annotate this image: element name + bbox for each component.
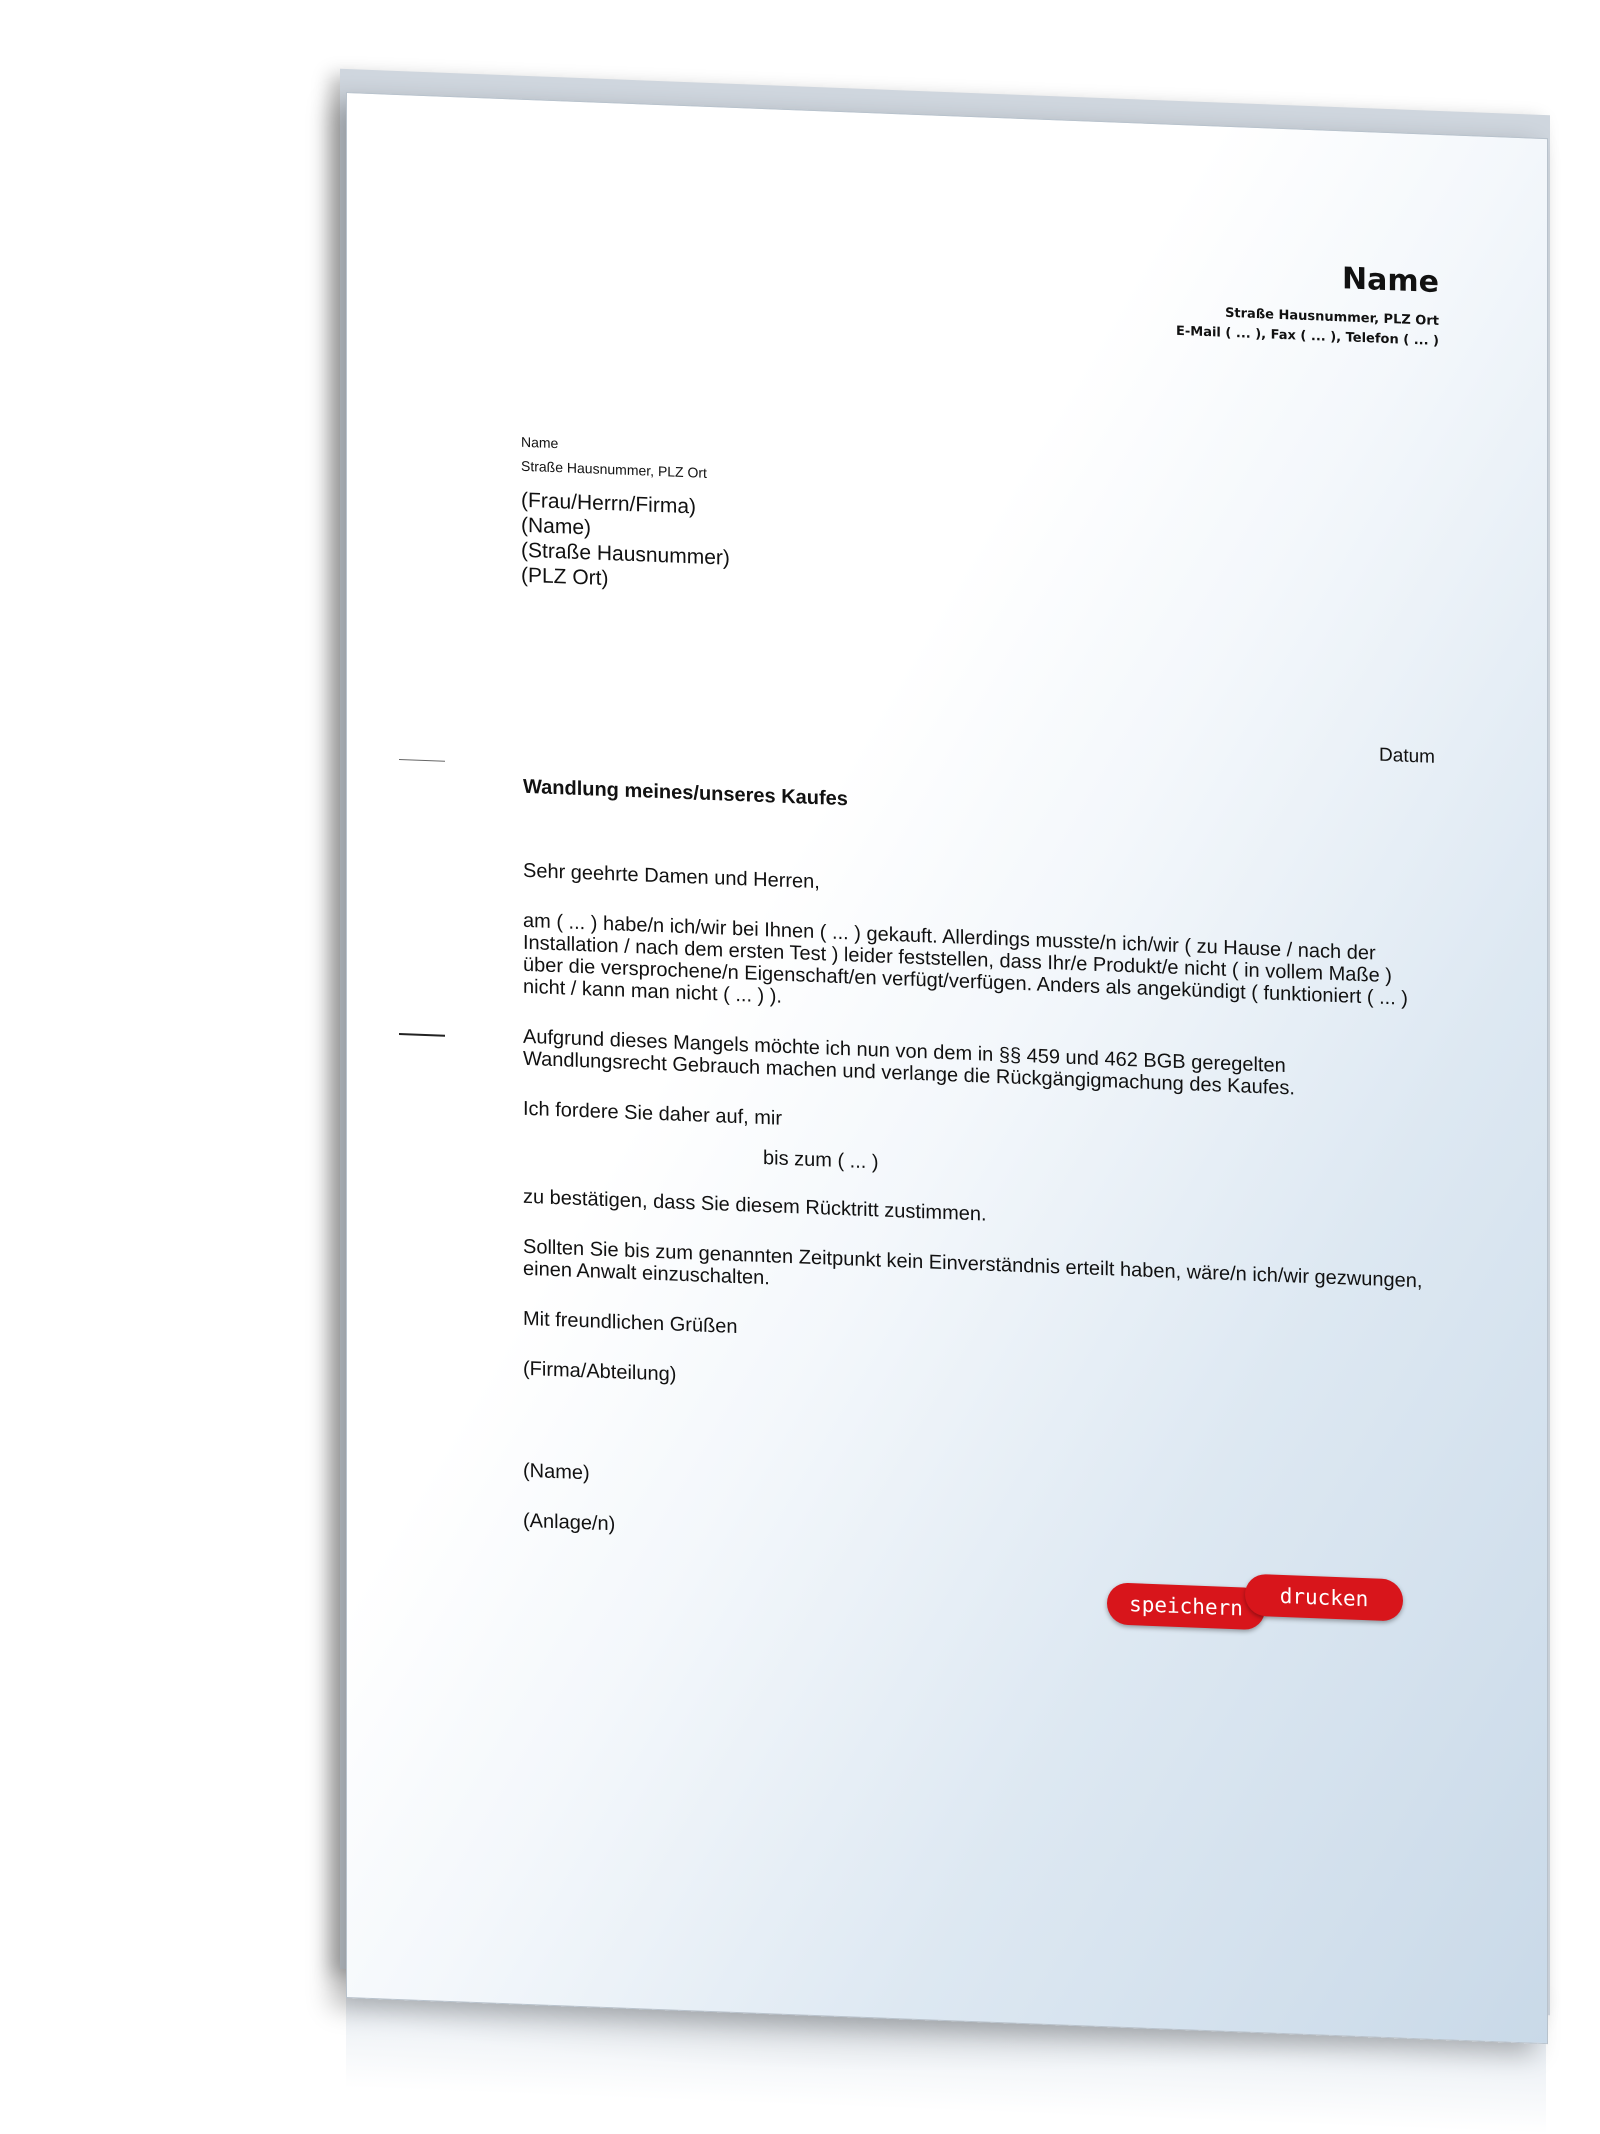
body-paragraph: Sollten Sie bis zum genannten Zeitpunkt kein Einverständnis erteilt haben, wäre/n ich/wir gezwungen, einen Anwalt einzuschalten. [523, 1235, 1423, 1293]
attachments: (Anlage/n) [523, 1509, 616, 1536]
body-paragraph: Aufgrund dieses Mangels möchte ich nun von dem in §§ 459 und 462 BGB geregelten Wandlungsrecht Gebrauch machen und verlange die Rückgängigmachung des Kaufes. [523, 1025, 1295, 1100]
recipient-line: (Name) [521, 513, 592, 540]
letterhead [1176, 255, 1439, 352]
return-address-street: Straße Hausnummer, PLZ Ort [521, 457, 707, 481]
recipient-address [521, 488, 730, 596]
letterhead-contact: E-Mail ( ... ), Fax ( ... ), Telefon ( ... ) [1175, 323, 1439, 349]
recipient-line: (PLZ Ort) [521, 563, 609, 591]
save-button[interactable]: speichern [1107, 1582, 1265, 1630]
recipient-line: (Straße Hausnummer) [521, 538, 730, 570]
signature-name: (Name) [523, 1459, 590, 1485]
return-address-street-block [521, 454, 707, 485]
deadline: bis zum ( ... ) [763, 1147, 879, 1174]
return-address [521, 430, 558, 455]
print-button[interactable]: drucken [1245, 1574, 1403, 1622]
body-paragraph: am ( ... ) habe/n ich/wir bei Ihnen ( ... ) gekauft. Allerdings musste/n ich/wir ( zu Hause / nach der Installation / nach dem ersten Test ) leider feststellen, dass Ihr/e Produkt/e nicht ( in vollem Maße ) über die versprochene/n Eigenschaft/en verfügt/verfügen. Anders als angekündigt ( funktioniert ( ... ) nicht / kann man nicht ( ... ) ). [523, 909, 1408, 1010]
letterhead-address: Straße Hausnummer, PLZ Ort [1225, 305, 1439, 329]
body-paragraph: Ich fordere Sie daher auf, mir [523, 1097, 783, 1130]
letterhead-name: Name [1342, 261, 1439, 300]
letter-body [523, 860, 1423, 1595]
letter-page [346, 92, 1548, 2044]
letter-date: Datum [1379, 744, 1435, 768]
punch-mark [399, 1033, 445, 1037]
recipient-line: (Frau/Herrn/Firma) [521, 488, 697, 519]
letter-subject: Wandlung meines/unseres Kaufes [523, 775, 848, 811]
company-placeholder: (Firma/Abteilung) [523, 1357, 677, 1386]
body-paragraph: zu bestätigen, dass Sie diesem Rücktritt zustimmen. [523, 1185, 987, 1226]
salutation: Sehr geehrte Damen und Herren, [523, 859, 820, 894]
return-address-name: Name [521, 433, 559, 452]
fold-mark-top [399, 759, 445, 762]
closing: Mit freundlichen Grüßen [523, 1307, 738, 1339]
